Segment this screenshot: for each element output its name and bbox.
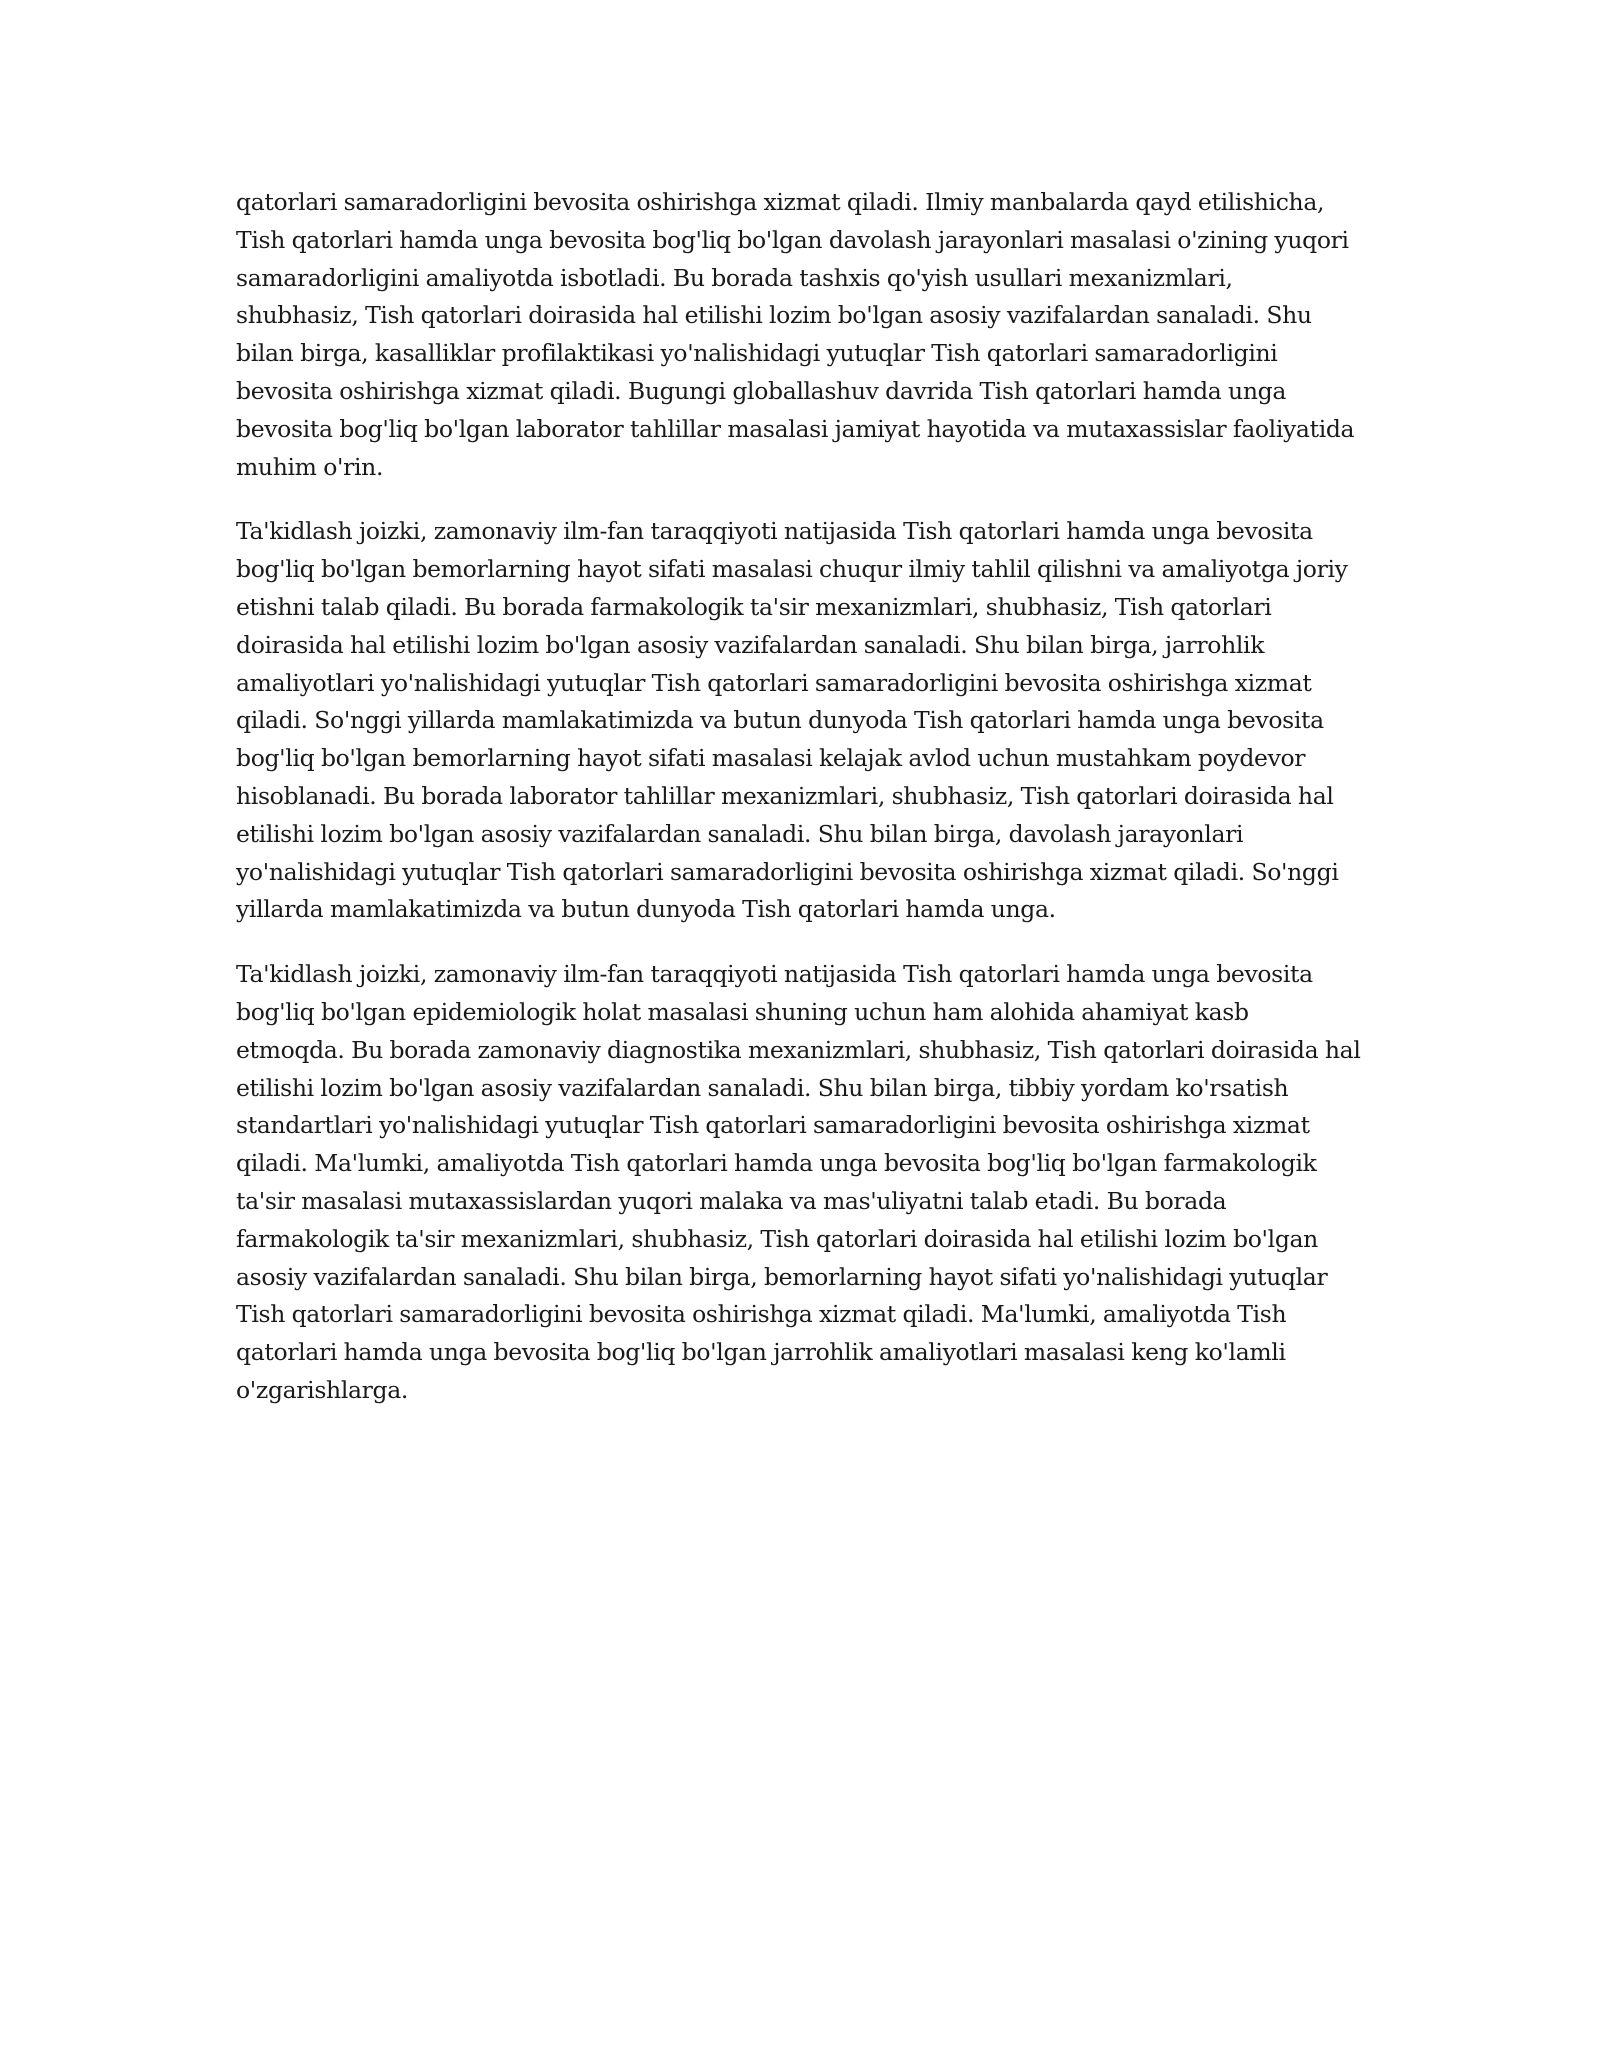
paragraph-1: qatorlari samaradorligini bevosita oshirishga xizmat qiladi. Ilmiy manbalarda qayd etilishicha, Tish qatorlari hamda unga bevosita bog'liq bo'lgan davolash jarayonlari masalasi o'zining yuqori samaradorligini amaliyotda isbotladi. Bu borada tashxis qo'yish usullari mexanizmlari, shubhasiz, Tish qatorlari doirasida hal etilishi lozim bo'lgan asosiy vazifalardan sanaladi. Shu bilan birga, kasalliklar profilaktikasi yo'nalishidagi yutuqlar Tish qatorlari samaradorligini bevosita oshirishga xizmat qiladi. Bugungi globallashuv davrida Tish qatorlari hamda unga bevosita bog'liq bo'lgan laborator tahlillar masalasi jamiyat hayotida va mutaxassislar faoliyatida muhim o'rin. <box>236 188 1355 481</box>
paragraph-2: Ta'kidlash joizki, zamonaviy ilm-fan taraqqiyoti natijasida Tish qatorlari hamda unga bevosita bog'liq bo'lgan bemorlarning hayot sifati masalasi chuqur ilmiy tahlil qilishni va amaliyotga joriy etishni talab qiladi. Bu borada farmakologik ta'sir mexanizmlari, shubhasiz, Tish qatorlari doirasida hal etilishi lozim bo'lgan asosiy vazifalardan sanaladi. Shu bilan birga, jarrohlik amaliyotlari yo'nalishidagi yutuqlar Tish qatorlari samaradorligini bevosita oshirishga xizmat qiladi. So'nggi yillarda mamlakatimizda va butun dunyoda Tish qatorlari hamda unga bevosita bog'liq bo'lgan bemorlarning hayot sifati masalasi kelajak avlod uchun mustahkam poydevor hisoblanadi. Bu borada laborator tahlillar mexanizmlari, shubhasiz, Tish qatorlari doirasida hal etilishi lozim bo'lgan asosiy vazifalardan sanaladi. Shu bilan birga, davolash jarayonlari yo'nalishidagi yutuqlar Tish qatorlari samaradorligini bevosita oshirishga xizmat qiladi. So'nggi yillarda mamlakatimizda va butun dunyoda Tish qatorlari hamda unga. <box>236 517 1348 924</box>
body-text <box>236 184 1361 1437</box>
paragraph-3: Ta'kidlash joizki, zamonaviy ilm-fan taraqqiyoti natijasida Tish qatorlari hamda unga bevosita bog'liq bo'lgan epidemiologik holat masalasi shuning uchun ham alohida ahamiyat kasb etmoqda. Bu borada zamonaviy diagnostika mexanizmlari, shubhasiz, Tish qatorlari doirasida hal etilishi lozim bo'lgan asosiy vazifalardan sanaladi. Shu bilan birga, tibbiy yordam ko'rsatish standartlari yo'nalishidagi yutuqlar Tish qatorlari samaradorligini bevosita oshirishga xizmat qiladi. Ma'lumki, amaliyotda Tish qatorlari hamda unga bevosita bog'liq bo'lgan farmakologik ta'sir masalasi mutaxassislardan yuqori malaka va mas'uliyatni talab etadi. Bu borada farmakologik ta'sir mexanizmlari, shubhasiz, Tish qatorlari doirasida hal etilishi lozim bo'lgan asosiy vazifalardan sanaladi. Shu bilan birga, bemorlarning hayot sifati yo'nalishidagi yutuqlar Tish qatorlari samaradorligini bevosita oshirishga xizmat qiladi. Ma'lumki, amaliyotda Tish qatorlari hamda unga bevosita bog'liq bo'lgan jarrohlik amaliyotlari masalasi keng ko'lamli o'zgarishlarga. <box>236 960 1361 1404</box>
